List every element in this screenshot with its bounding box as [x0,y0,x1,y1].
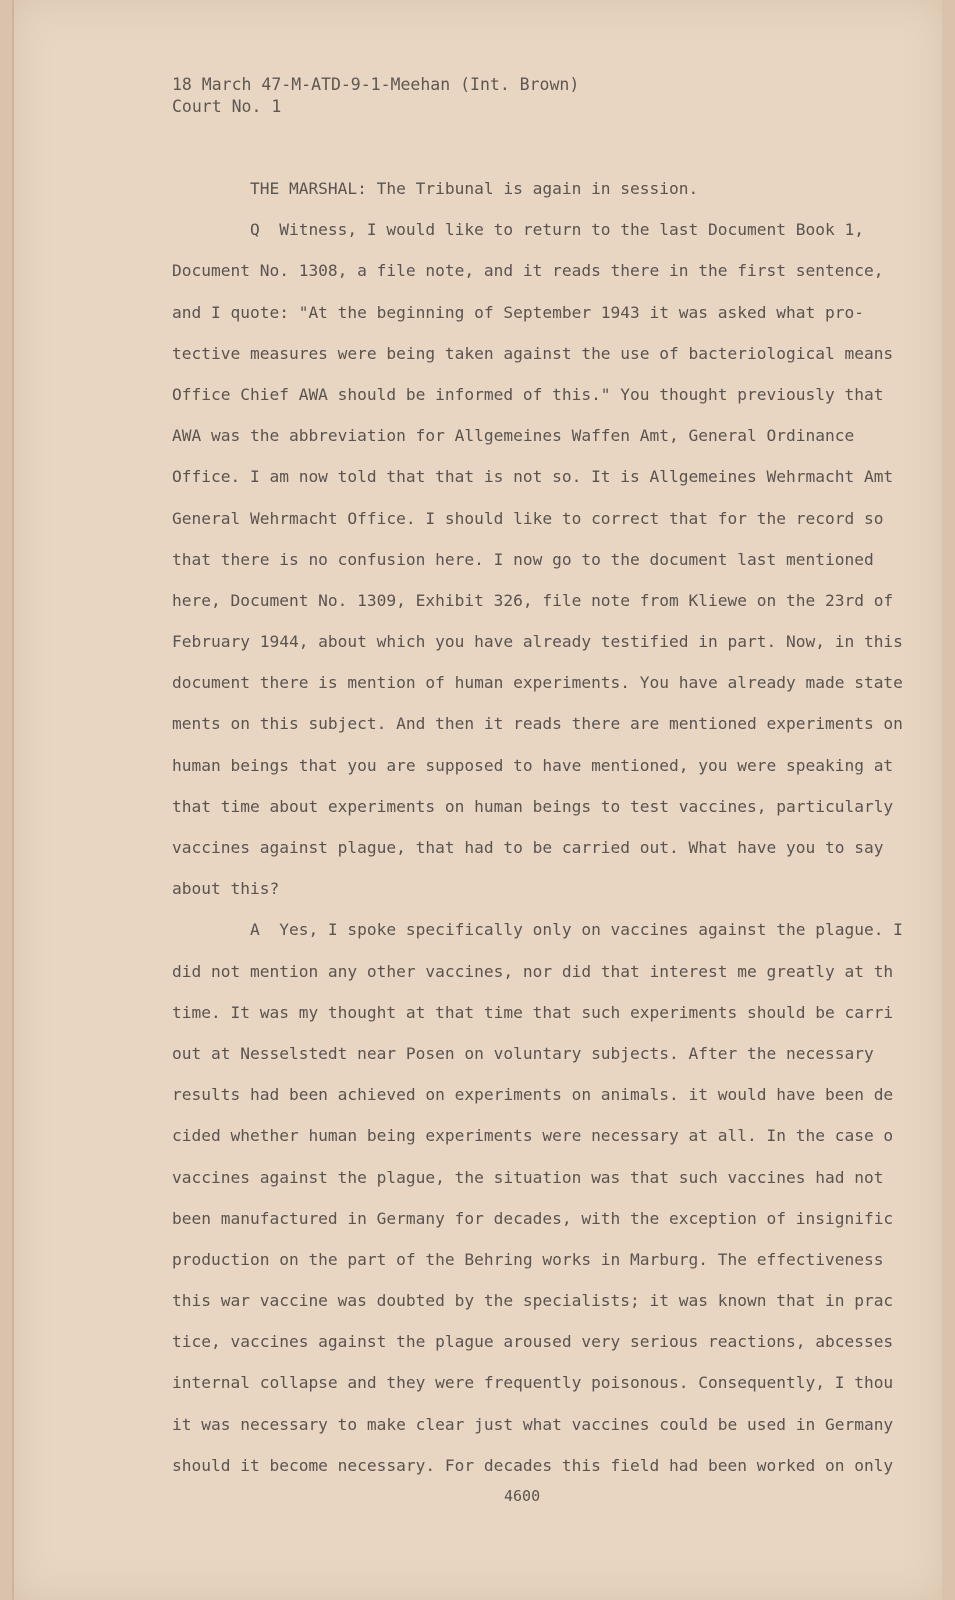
header-line-date-reference: 18 March 47-M-ATD-9-1-Meehan (Int. Brown) [172,75,580,94]
transcript-line: Q Witness, I would like to return to the last Document Book 1, [172,220,864,240]
transcript-line: Office Chief AWA should be informed of this." You thought previously that [172,384,884,404]
transcript-line: here, Document No. 1309, Exhibit 326, file note from Kliewe on the 23rd of [172,590,894,610]
transcript-line: ments on this subject. And then it reads there are mentioned experiments on [172,714,903,734]
transcript-line: been manufactured in Germany for decades, with the exception of insignific [172,1208,894,1228]
transcript-line: that time about experiments on human beings to test vaccines, particularly [172,796,894,816]
transcript-line: cided whether human being experiments were necessary at all. In the case o [172,1126,894,1146]
transcript-line: it was necessary to make clear just what vaccines could be used in Germany [172,1414,894,1434]
transcript-line: THE MARSHAL: The Tribunal is again in session. [172,179,699,198]
transcript-line: time. It was my thought at that time that such experiments should be carri [172,1002,894,1022]
transcript-line: internal collapse and they were frequently poisonous. Consequently, I thou [172,1373,894,1393]
transcript-line: out at Nesselstedt near Posen on voluntary subjects. After the necessary [172,1043,874,1063]
transcript-body [172,179,912,1497]
header-line-court: Court No. 1 [172,97,282,116]
transcript-line: should it become necessary. For decades this field had been worked on only [172,1455,894,1475]
transcript-line: this war vaccine was doubted by the specialists; it was known that in prac [172,1291,894,1311]
transcript-line: vaccines against the plague, the situation was that such vaccines had not [172,1167,884,1187]
transcript-line: production on the part of the Behring works in Marburg. The effectiveness [172,1249,884,1269]
transcript-line: human beings that you are supposed to have mentioned, you were speaking at [172,755,894,775]
transcript-line: did not mention any other vaccines, nor did that interest me greatly at th [172,961,894,981]
transcript-line: Document No. 1308, a file note, and it reads there in the first sentence, [172,261,884,281]
transcript-line: Office. I am now told that that is not so. It is Allgemeines Wehrmacht Amt [172,467,894,487]
transcript-line: tice, vaccines against the plague aroused very serious reactions, abcesses [172,1332,894,1352]
transcript-line: that there is no confusion here. I now go to the document last mentioned [172,549,874,569]
transcript-line: AWA was the abbreviation for Allgemeines Waffen Amt, General Ordinance [172,426,855,446]
page-number: 4600 [504,1487,541,1505]
transcript-line: February 1944, about which you have already testified in part. Now, in this [172,632,903,652]
transcript-line: vaccines against plague, that had to be carried out. What have you to say [172,838,884,857]
document-header [172,74,579,118]
transcript-line: General Wehrmacht Office. I should like to correct that for the record so [172,508,884,528]
transcript-line: results had been achieved on experiments on animals. it would have been de [172,1085,894,1105]
transcript-line: document there is mention of human experiments. You have already made state [172,673,903,693]
transcript-line: A Yes, I spoke specifically only on vaccines against the plague. I [172,920,903,940]
transcript-line: tective measures were being taken against the use of bacteriological means [172,343,894,363]
document-page [12,0,942,1600]
transcript-line: and I quote: "At the beginning of September 1943 it was asked what pro- [172,302,864,322]
transcript-line: about this? [172,879,280,899]
